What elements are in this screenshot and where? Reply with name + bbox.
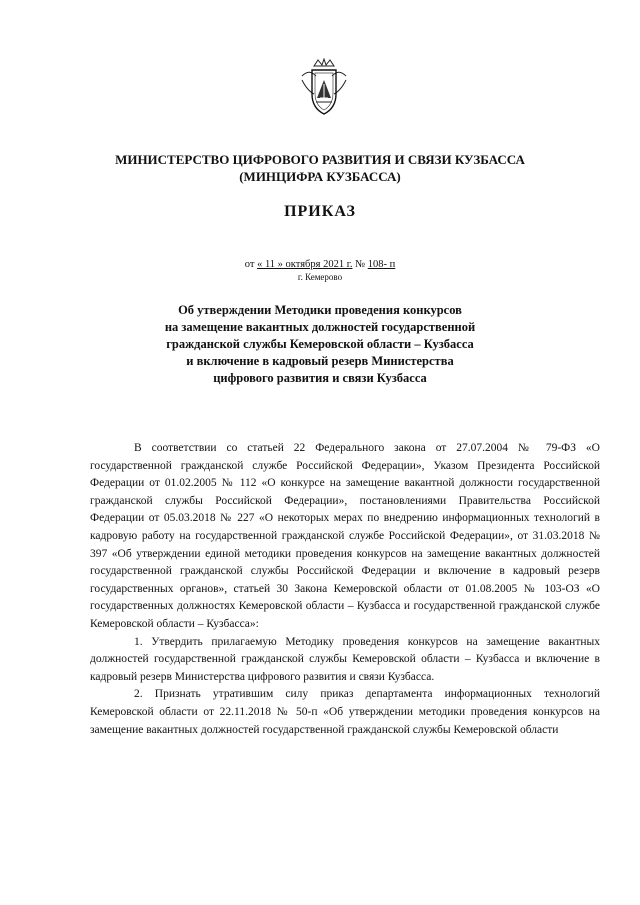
order-body [90,440,600,739]
subject-line2: на замещение вакантных должностей государственной [164,320,476,334]
subject-line5: цифрового развития и связи Кузбасса [213,371,427,385]
subject-line4: и включение в кадровый резерв Министерства [186,354,454,368]
body-paragraph-preamble: В соответствии со статьей 22 Федерального закона от 27.07.2004 № 79-ФЗ «О государственной гражданской службе Российской Федерации», Указом Президента Российской Федерации от 01.02.2005 № 112 «О конкурсе на замещение вакантной должности государственной гражданской службы Российской Федерации», постановлениями Правительства Российской Федерации от 05.03.2018 № 227 «О некоторых мерах по внедрению информационных технологий в кадровую работу на государственной гражданской службе Российской Федерации», от 31.03.2018 № 397 «Об утверждении единой методики проведения конкурсов на замещение вакантных должностей государственной гражданской службы Российской Федерации и включение в кадровый резерв государственных органов», статьей 30 Закона Кемеровской области от 01.08.2005 № 103-ОЗ «О государственных должностях Кемеровской области – Кузбасса и государственной гражданской службе Кемеровской области – Кузбасса»: [90,442,600,630]
body-paragraph-item-1: 1. Утвердить прилагаемую Методику проведения конкурсов на замещение вакантных должностей государственной гражданской службы Кемеровской области – Кузбасса и включение в кадровый резерв Министерства цифрового развития и связи Кузбасса. [90,635,600,683]
date-prefix: от [244,259,255,270]
number-prefix: № [355,259,366,270]
order-date-number [40,258,600,271]
subject-line3: гражданской службы Кемеровской области – Кузбасса [166,337,474,351]
order-date: « 11 » октября 2021 г. [257,259,353,270]
body-paragraph-item-2: 2. Признать утратившим силу приказ департамента информационных технологий Кемеровской области от 22.11.2018 № 50-п «Об утверждении методики проведения конкурсов на замещение вакантных должностей государственной гражданской службы Кемеровской области [90,688,600,736]
order-city: г. Кемерово [297,272,343,282]
ministry-name-line2: (МИНЦИФРА КУЗБАССА) [239,169,401,184]
coat-of-arms-icon [300,58,348,118]
ministry-name-line1: МИНИСТЕРСТВО ЦИФРОВОГО РАЗВИТИЯ И СВЯЗИ КУЗБАССА [115,152,525,167]
order-number: 108- п [367,259,396,270]
order-subject [40,302,600,387]
subject-line1: Об утверждении Методики проведения конкурсов [178,303,462,317]
ministry-name [40,151,600,185]
order-title: ПРИКАЗ [284,203,356,220]
